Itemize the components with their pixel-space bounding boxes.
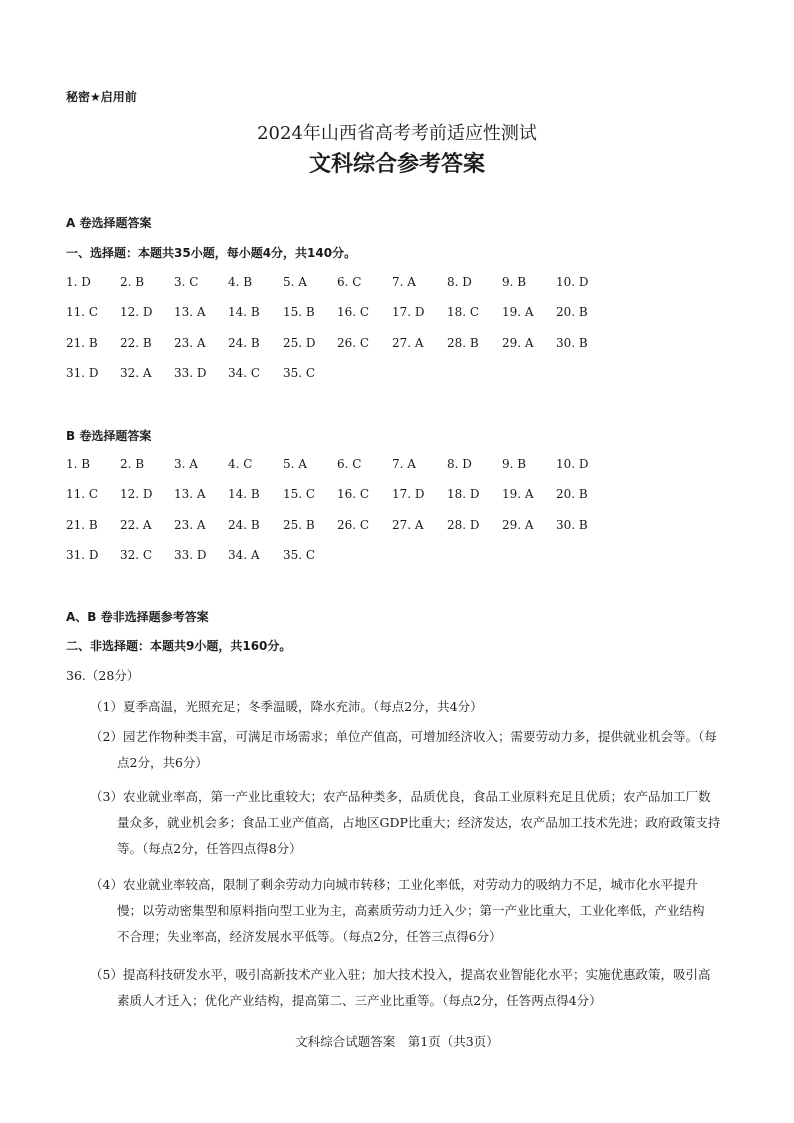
a-answer: 30. B <box>556 335 588 350</box>
b-answer: 12. D <box>120 487 153 502</box>
a-answer: 15. B <box>283 305 315 320</box>
a-answer: 28. B <box>447 335 479 350</box>
b-answer: 30. B <box>556 517 588 532</box>
a-answer: 11. C <box>66 305 99 320</box>
a-answer: 23. A <box>174 335 206 350</box>
a-answer: 35. C <box>283 365 316 380</box>
section-a-instruction: 一、选择题：本题共35小题，每小题4分，共140分。 <box>66 246 357 260</box>
page-footer: 文科综合试题答案 第1页（共3页） <box>295 1034 499 1049</box>
b-answer: 3. A <box>174 457 198 471</box>
a-answer: 7. A <box>392 275 416 289</box>
b-answer: 21. B <box>66 517 98 532</box>
a-answer: 9. B <box>502 275 527 289</box>
q36-part-1 <box>90 694 730 720</box>
b-answer: 23. A <box>174 517 206 532</box>
b-answer: 31. D <box>66 547 99 562</box>
a-answer: 22. B <box>120 335 152 350</box>
a-answer: 6. C <box>337 275 362 289</box>
b-answer: 5. A <box>283 457 307 471</box>
b-answer: 13. A <box>174 487 206 502</box>
a-answer: 31. D <box>66 365 99 380</box>
b-answer: 25. B <box>283 517 315 532</box>
q36-part-3 <box>90 784 730 862</box>
b-answer: 16. C <box>337 487 370 502</box>
b-answer: 32. C <box>120 547 153 562</box>
a-answer: 24. B <box>228 335 260 350</box>
q36-part-1-line: （1）夏季高温，光照充足；冬季温暖，降水充沛。（每点2分，共4分） <box>90 699 483 714</box>
non-choice-heading: A、B 卷非选择题参考答案 <box>66 610 209 624</box>
q36-part-4 <box>90 872 730 950</box>
q36-part-5 <box>90 962 730 1014</box>
section-b-heading: B 卷选择题答案 <box>66 429 152 443</box>
q36-part-5-line: 素质人才迁入；优化产业结构，提高第二、三产业比重等。（每点2分，任答两点得4分） <box>117 993 602 1008</box>
a-answer: 27. A <box>392 335 424 350</box>
b-answer: 4. C <box>228 457 253 471</box>
b-answer: 18. D <box>447 487 480 502</box>
non-choice-instruction: 二、非选择题：本题共9小题，共160分。 <box>66 639 292 653</box>
b-answer: 29. A <box>502 517 534 532</box>
a-answer: 33. D <box>174 365 207 380</box>
b-answer: 11. C <box>66 487 99 502</box>
a-answer: 26. C <box>337 335 370 350</box>
q36-part-2-line: （2）园艺作物种类丰富，可满足市场需求；单位产值高，可增加经济收入；需要劳动力多，提供就业机会等。（每 <box>90 729 717 744</box>
b-answer: 28. D <box>447 517 480 532</box>
page-title: 2024年山西省高考考前适应性测试 <box>257 123 537 144</box>
b-answer: 35. C <box>283 547 316 562</box>
b-answer: 14. B <box>228 487 260 502</box>
a-answer: 10. D <box>556 275 589 289</box>
a-answer: 18. C <box>447 305 480 320</box>
a-answer: 32. A <box>120 365 152 380</box>
b-answer: 2. B <box>120 457 145 471</box>
q36-part-4-line: 慢；以劳动密集型和原料指向型工业为主，高素质劳动力迁入少；第一产业比重大，工业化率低，产业结构 <box>117 903 705 918</box>
a-answer: 1. D <box>66 275 91 289</box>
section-a-heading: A 卷选择题答案 <box>66 216 152 230</box>
b-answer: 20. B <box>556 487 588 502</box>
a-answer: 14. B <box>228 305 260 320</box>
a-answer: 3. C <box>174 275 199 289</box>
confidential-label: 秘密★启用前 <box>66 90 137 104</box>
b-answer: 24. B <box>228 517 260 532</box>
q36-part-2-line: 点2分，共6分） <box>117 755 208 770</box>
a-answer: 21. B <box>66 335 98 350</box>
a-answer: 16. C <box>337 305 370 320</box>
page-subtitle: 文科综合参考答案 <box>308 151 485 177</box>
a-answer: 2. B <box>120 275 145 289</box>
q36-part-3-line: 量众多，就业机会多；食品工业产值高，占地区GDP比重大；经济发达，农产品加工技术先进；政府政策支持 <box>117 815 721 830</box>
a-answer: 4. B <box>228 275 253 289</box>
q36-part-4-line: 不合理；失业率高，经济发展水平低等。（每点2分，任答三点得6分） <box>117 929 502 944</box>
q36-part-5-line: （5）提高科技研发水平，吸引高新技术产业入驻；加大技术投入，提高农业智能化水平；实施优惠政策，吸引高 <box>90 967 711 982</box>
b-answer: 17. D <box>392 487 425 502</box>
b-answer: 33. D <box>174 547 207 562</box>
a-answer: 13. A <box>174 305 206 320</box>
b-answer: 8. D <box>447 457 472 471</box>
a-answer: 34. C <box>228 365 261 380</box>
question-36-label: 36.（28分） <box>66 668 140 683</box>
a-answer: 25. D <box>283 335 316 350</box>
b-answer: 26. C <box>337 517 370 532</box>
a-answer: 29. A <box>502 335 534 350</box>
a-answer: 19. A <box>502 305 534 320</box>
b-answer: 10. D <box>556 457 589 471</box>
b-answer: 1. B <box>66 457 91 471</box>
a-answer: 17. D <box>392 305 425 320</box>
q36-part-3-line: 等。（每点2分，任答四点得8分） <box>117 841 302 856</box>
b-answer: 7. A <box>392 457 416 471</box>
a-answer: 5. A <box>283 275 307 289</box>
q36-part-2 <box>90 724 730 776</box>
a-answer: 12. D <box>120 305 153 320</box>
q36-part-3-line: （3）农业就业率高，第一产业比重较大；农产品种类多，品质优良，食品工业原料充足且优质；农产品加工厂数 <box>90 789 711 804</box>
q36-part-4-line: （4）农业就业率较高，限制了剩余劳动力向城市转移；工业化率低，对劳动力的吸纳力不足，城市化水平提升 <box>90 877 698 892</box>
a-answer: 20. B <box>556 305 588 320</box>
a-answer: 8. D <box>447 275 472 289</box>
b-answer: 27. A <box>392 517 424 532</box>
b-answer: 19. A <box>502 487 534 502</box>
b-answer: 34. A <box>228 547 260 562</box>
b-answer: 22. A <box>120 517 152 532</box>
b-answer: 15. C <box>283 487 316 502</box>
b-answer: 9. B <box>502 457 527 471</box>
b-answer: 6. C <box>337 457 362 471</box>
